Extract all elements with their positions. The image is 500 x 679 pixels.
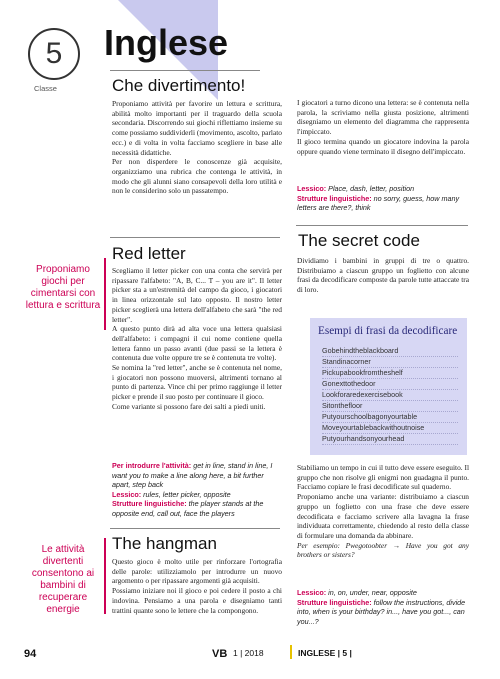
class-label: Classe (34, 84, 57, 93)
red-letter-notes (112, 461, 282, 518)
note-text: rules, letter picker, opposite (141, 489, 231, 499)
hangman-text-right (297, 98, 469, 156)
divider (110, 70, 260, 71)
note-text: the player stands at the opposite end, call out, face the players (112, 499, 264, 518)
divider (110, 528, 280, 529)
divider (110, 237, 280, 238)
list-item: Sitonthefloor (322, 401, 458, 412)
divider (296, 225, 468, 226)
examples-box (310, 318, 467, 455)
section-title-intro: Che divertimento! (112, 76, 246, 95)
note-text: in, on, under, near, opposite (326, 588, 417, 597)
paragraph: Dividiamo i bambini in gruppi di tre o quattro. Distribuiamo a ciascun gruppo un foglietto con alcune frasi da decodificare composte da parole tutte attaccate tra di loro. (297, 256, 469, 295)
section-title-secret-code: The secret code (298, 231, 420, 250)
list-item: Lookforaredexercisebook (322, 390, 458, 401)
paragraph: Se nomina la "red letter", anche se è contenuta nel nome, i giocatori non possono muoversi, altrimenti tornano al punto di partenza. Vince chi per primo raggiunge il letter picker e prende il suo posto per continuare il gioco. (112, 363, 282, 402)
note-text: get in line, stand in line, I want you to make a line along here, a bit further apart, step back (112, 461, 273, 489)
list-item: Pickupabookfromtheshelf (322, 368, 458, 379)
paragraph: Questo gioco è molto utile per rinforzare l'ortografia delle parole: utilizziamolo per introdurre un nuovo argomento o per ripassare argomenti già acquisiti. (112, 557, 282, 586)
issue-info: 1 | 2018 (233, 648, 264, 658)
paragraph: Proponiamo anche una variante: distribuiamo a ciascun gruppo un foglietto con una frase che deve essere decodificata e facciamo scrivere alla lavagna la frase individuata correttamente, chiedendo al resto della classe di formulare una domanda da abbinare. (297, 492, 469, 540)
note-label: Per introdurre l'attività: (112, 461, 192, 470)
note-label: Lessico: (297, 184, 327, 193)
secret-code-notes (297, 588, 469, 626)
note-label: Strutture linguistiche: (297, 193, 372, 203)
note-text: follow the instructions, divide into, when is your birthday? in..., have you got..., can you...? (297, 597, 466, 626)
secret-code-text (297, 256, 469, 295)
class-number-badge: 5 (28, 28, 80, 80)
pull-quote-bar (104, 538, 106, 614)
paragraph: A questo punto dirà ad alta voce una lettera qualsiasi dell'alfabeto: i compagni il cui nome contiene quella lettera fanno un passo avanti (due passi se la lettera è contenuta due volte oppure tre se è contenuta tre volte). (112, 324, 282, 363)
list-item: Standinacorner (322, 357, 458, 368)
examples-box-title: Esempi di frasi da decodificare (318, 325, 458, 337)
note-text: Place, dash, letter, position (326, 184, 415, 193)
page-number: 94 (24, 648, 37, 660)
paragraph: Stabiliamo un tempo in cui il tutto deve essere eseguito. Il gruppo che non risolve gli enigmi non guadagna il punto. Facciamo copiare le frasi decodificate sul quaderno. (297, 463, 469, 492)
note-label: Lessico: (112, 489, 142, 499)
hangman-text-left (112, 557, 282, 615)
list-item: Putyourhandsonyourhead (322, 434, 458, 445)
note-text: no sorry, guess, how many letters are there?, think (297, 193, 460, 212)
hangman-notes (297, 184, 469, 213)
paragraph: Proponiamo attività per favorire un lettura e scrittura, abilità molto importanti per il traguardo della scuola secondaria. Discorrendo sui giochi riflettiamo insieme su come possiamo suddividerli (movimento, ascolto, parlato ecc.) e di volta in volta facciamo scegliere in base alle necessità didattiche. (112, 99, 282, 157)
pull-quote-bar (104, 258, 106, 330)
paragraph: Scegliamo il letter picker con una conta che servirà per ripassare l'alfabeto: "A, B, C... T – you are it". Il letter picker sta a un'estremità del campo da gioco, i giocatori in linea orizzontale sul lato opposto. Il nostro letter picker sceglierà una lettera dell'alfabeto che sarà "the red letter". (112, 266, 282, 324)
paragraph: Possiamo iniziare noi il gioco e poi cedere il posto a chi indovina. Pensiamo a una parola e disegniamo tanti trattini quante sono le lettere che la compongono. (112, 586, 282, 615)
red-letter-text (112, 266, 282, 412)
publisher-logo: VB (212, 648, 228, 660)
footer-subject: INGLESE | 5 | (298, 648, 352, 658)
page-title: Inglese (104, 22, 229, 63)
footer-divider (290, 645, 292, 659)
list-item: Putyourschoolbagonyourtable (322, 412, 458, 423)
paragraph: Come variante si possono fare dei salti a piedi uniti. (112, 401, 266, 411)
section-title-red-letter: Red letter (112, 244, 186, 263)
pull-quote: Proponiamo giochi per cimentarsi con lettura e scrittura (25, 264, 101, 311)
section-title-hangman: The hangman (112, 534, 217, 553)
examples-list (322, 346, 458, 445)
paragraph: I giocatori a turno dicono una lettera: se è contenuta nella parola, la scriviamo nella giusta posizione, altrimenti disegniamo un elemento del diagramma che rappresenta l'impiccato. (297, 98, 469, 137)
paragraph: Per esempio: Pwegotoobter → Have you got any brothers or sisters? (297, 540, 469, 560)
intro-text (112, 99, 282, 196)
paragraph: Per non disperdere le conoscenze già acquisite, organizziamo una rubrica che contenga le attività, in modo che gli alunni siano consapevoli della loro utilità e non le considerino solo un passatempo. (112, 157, 282, 196)
secret-code-text-2 (297, 463, 469, 560)
pull-quote: Le attività divertenti consentono ai bambini di recuperare energie (31, 544, 95, 615)
note-label: Lessico: (297, 588, 327, 597)
list-item: Gonexttothedoor (322, 379, 458, 390)
list-item: Moveyourtablebackwithoutnoise (322, 423, 458, 434)
paragraph: Il gioco termina quando un giocatore indovina la parola oppure quando viene terminato il disegno dell'impiccato. (297, 136, 469, 156)
note-label: Strutture linguistiche: (112, 499, 187, 508)
note-label: Strutture linguistiche: (297, 597, 372, 607)
list-item: Gobehindtheblackboard (322, 346, 458, 357)
